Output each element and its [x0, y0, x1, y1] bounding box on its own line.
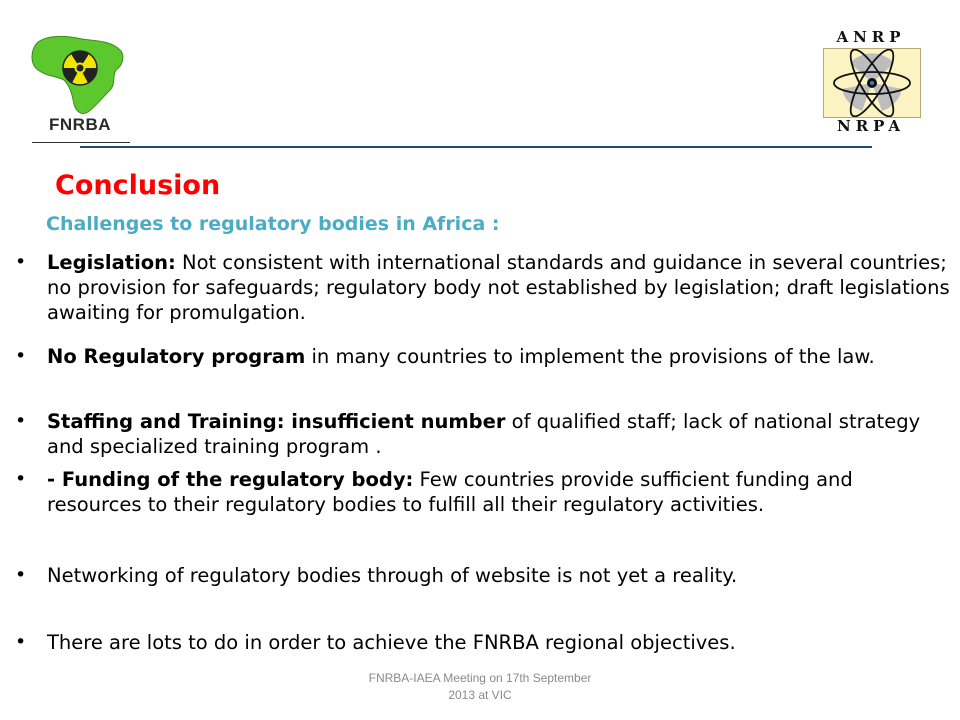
bullet-text: of qualified staff; lack of national strategy and specialized training program .	[47, 410, 921, 458]
bullet-item-legislation	[47, 250, 952, 325]
bullet-item-staffing	[47, 409, 952, 459]
anrp-nrpa-logo	[818, 26, 924, 134]
fnrba-logo	[24, 30, 136, 148]
bullet-lead: - Funding of the regulatory body:	[47, 468, 414, 491]
bullet-text: There are lots to do in order to achieve the FNRBA regional objectives.	[47, 631, 736, 654]
footer-line: FNRBA-IAEA Meeting on 17th September	[368, 671, 592, 685]
fnrba-logo-rule	[32, 142, 130, 143]
bullet-item-funding	[47, 467, 952, 517]
bullet-text: Networking of regulatory bodies through of website is not yet a reality.	[47, 564, 738, 587]
atom-logo-box	[823, 48, 921, 118]
bullet-lead: Staffing and Training: insufficient number	[47, 410, 506, 433]
fnrba-logo-text: FNRBA	[49, 115, 111, 134]
bullet-item-networking	[47, 563, 952, 588]
bullet-item-objectives	[47, 630, 952, 655]
bullet-text: in many countries to implement the provisions of the law.	[305, 345, 875, 368]
atom-icon	[824, 49, 920, 117]
bullet-text: Not consistent with international standards and guidance in several countries; no provision for safeguards; regulatory body not established by legislation; draft legislations awaiting for promulgation.	[47, 251, 950, 324]
anrp-logo-text: ANRP	[836, 28, 906, 46]
nrpa-logo-text: NRPA	[836, 117, 905, 135]
slide-subtitle: Challenges to regulatory bodies in Africa :	[46, 213, 500, 235]
bullet-text: Few countries provide sufficient funding and resources to their regulatory bodies to fulfill all their regulatory activities.	[47, 468, 853, 516]
header-divider	[80, 146, 872, 148]
bullet-item-regulatory-program	[47, 344, 952, 369]
bullet-lead: No Regulatory program	[47, 345, 306, 368]
slide-footer	[330, 670, 630, 704]
bullet-lead: Legislation:	[47, 251, 176, 274]
africa-radiation-icon	[24, 30, 136, 120]
slide-title: Conclusion	[55, 170, 221, 201]
footer-line: 2013 at VIC	[448, 688, 512, 702]
